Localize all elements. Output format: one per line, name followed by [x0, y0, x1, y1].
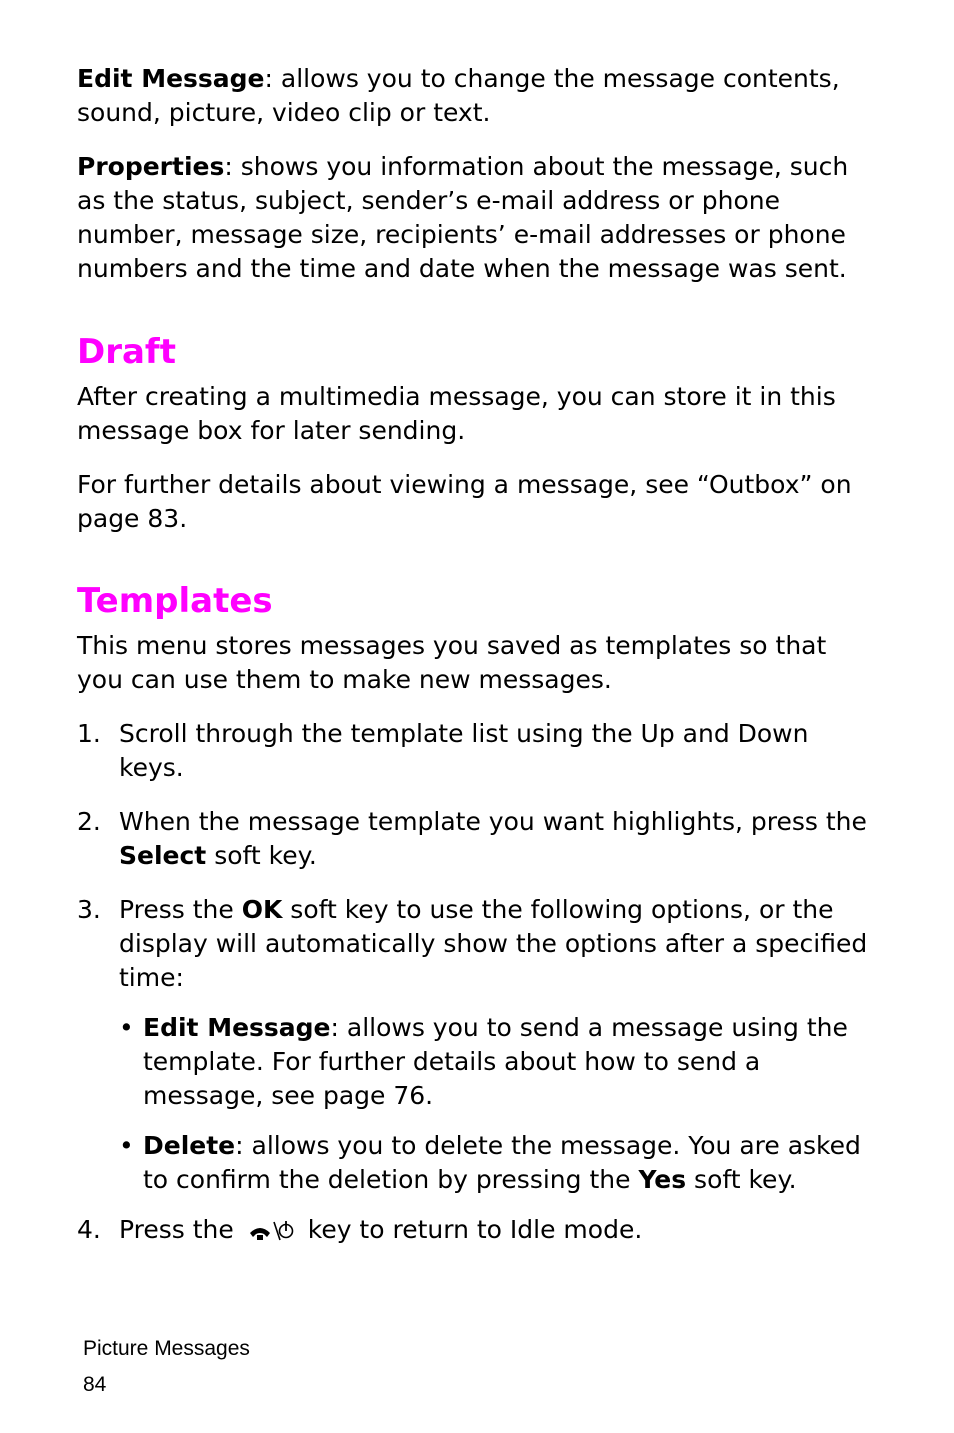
- step-number: 1.: [77, 719, 101, 748]
- bullet-dot: •: [119, 1131, 134, 1160]
- step-text-pre: Press the: [119, 1215, 234, 1244]
- draft-heading: Draft: [77, 332, 176, 372]
- step-text-post: key to return to Idle mode.: [299, 1215, 643, 1244]
- step-text-pre: When the message template you want highlights, press the: [119, 807, 867, 836]
- option-term: Delete: [143, 1131, 236, 1160]
- ok-key-label: OK: [241, 895, 283, 924]
- step-1: [77, 717, 877, 785]
- step-text-post: soft key.: [206, 841, 317, 870]
- templates-intro: This menu stores messages you saved as templates so that you can use them to make new messages.: [77, 631, 827, 694]
- step-number: 2.: [77, 807, 101, 836]
- footer-section-title: Picture Messages: [83, 1337, 250, 1360]
- page-content: [77, 62, 877, 1271]
- draft-paragraph-2: For further details about viewing a message, see “Outbox” on page 83.: [77, 470, 852, 533]
- option-edit-message: [119, 1011, 877, 1113]
- step-number: 4.: [77, 1215, 101, 1244]
- properties-text: : shows you information about the message, such as the status, subject, sender’s e-mail address or phone number, message size, recipients’ e-mail addresses or phone numbers and the time and date when the message was sent.: [77, 152, 849, 283]
- step-3: [77, 893, 877, 995]
- option-text: [143, 1129, 877, 1197]
- step-text-post: soft key to use the following options, or the display will automatically show the options after a specified time:: [119, 895, 868, 992]
- select-key-label: Select: [119, 841, 207, 870]
- draft-paragraph-1: After creating a multimedia message, you can store it in this message box for later sending.: [77, 382, 836, 445]
- bullet-dot: •: [119, 1013, 134, 1042]
- edit-message-text: : allows you to change the message contents, sound, picture, video clip or text.: [77, 64, 840, 127]
- page-number: 84: [83, 1373, 107, 1396]
- edit-message-term: Edit Message: [77, 64, 265, 93]
- step-text: [119, 1213, 877, 1251]
- option-text: [143, 1011, 877, 1113]
- option-description: : allows you to delete the message. You are asked to confirm the deletion by pressing the: [143, 1131, 861, 1194]
- step-number: 3.: [77, 895, 101, 924]
- step-text: Scroll through the template list using the Up and Down keys.: [119, 719, 809, 782]
- step-text: [119, 893, 877, 995]
- step-text: [119, 805, 877, 873]
- option-description: : allows you to send a message using the template. For further details about how to send a message, see page 76.: [143, 1013, 848, 1110]
- yes-key-label: Yes: [638, 1165, 687, 1194]
- templates-heading: Templates: [77, 581, 273, 621]
- end-power-key-icon: [246, 1216, 294, 1251]
- option-delete: [119, 1129, 877, 1197]
- step-text-pre: Press the: [119, 895, 242, 924]
- option-term: Edit Message: [143, 1013, 331, 1042]
- page-footer: [83, 1336, 250, 1398]
- properties-description: [77, 150, 877, 286]
- properties-term: Properties: [77, 152, 225, 181]
- step-4: [77, 1213, 877, 1251]
- step-2: [77, 805, 877, 873]
- options-list: [119, 1011, 877, 1197]
- edit-message-description: [77, 62, 877, 130]
- option-description-end: soft key.: [686, 1165, 797, 1194]
